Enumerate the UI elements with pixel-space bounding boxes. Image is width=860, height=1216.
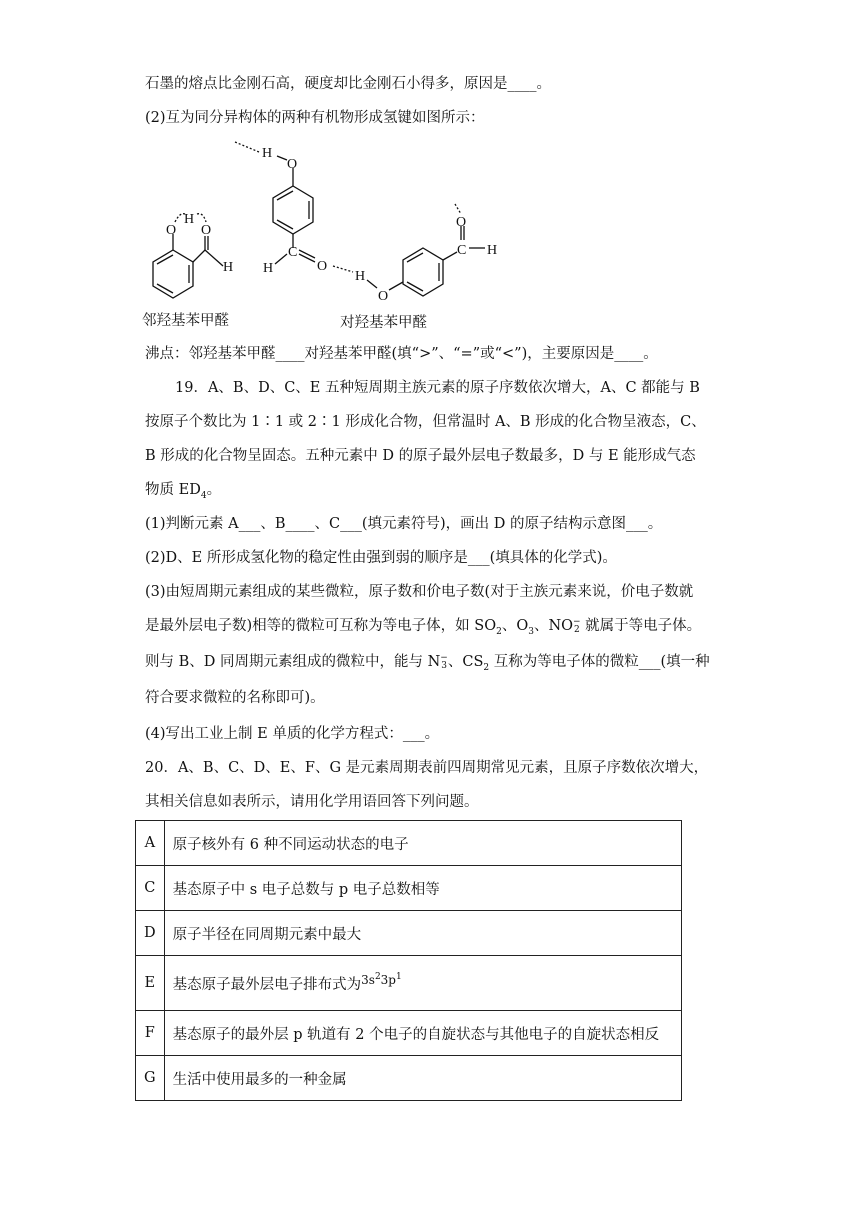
text-run: 基态原子最外层电子排布式为 [172, 976, 362, 993]
subscript: 2 [573, 625, 580, 635]
superscript: 1 [396, 971, 402, 982]
para-structure-lower [367, 204, 485, 296]
svg-text:O: O [317, 259, 328, 274]
question-19-line: 19．A、B、D、C、E 五种短周期主族元素的原子序数依次增大，A、C 都能与 B [175, 380, 700, 396]
svg-text:H: H [184, 212, 195, 227]
table-cell-value: 基态原子的最外层 p 轨道有 2 个电子的自旋状态与其他电子的自旋状态相反 [164, 1011, 681, 1056]
figure-label-para: 对羟基苯甲醛 [340, 315, 427, 331]
text-run: 物质 ED [145, 482, 201, 498]
charge-stack [573, 618, 581, 634]
text-run: 、O [501, 618, 529, 634]
table-row [136, 866, 682, 911]
table-cell-key: E [136, 956, 165, 1011]
text-line: 沸点：邻羟基苯甲醛____对羟基苯甲醛(填“>”、“=”或“<”)，主要原因是____。 [145, 346, 658, 362]
text-line: (2)互为同分异构体的两种有机物形成氢键如图所示： [145, 110, 485, 126]
table-row [136, 1056, 682, 1101]
question-19-part-3 [145, 652, 710, 678]
question-19-part-2: (2)D、E 所形成氢化物的稳定性由强到弱的顺序是___(填具体的化学式)。 [145, 550, 617, 566]
svg-text:O: O [166, 223, 177, 238]
text-line: 石墨的熔点比金刚石高，硬度却比金刚石小得多，原因是____。 [145, 76, 551, 92]
question-19-line [145, 480, 221, 506]
table-cell-value [164, 956, 681, 1011]
table-row [136, 1011, 682, 1056]
question-20-line: 其相关信息如表所示，请用化学用语回答下列问题。 [145, 794, 479, 810]
question-19-part-3: (3)由短周期元素组成的某些微粒，原子数和价电子数(对于主族元素来说，价电子数就 [145, 584, 694, 600]
subscript: 3 [441, 661, 447, 671]
table-cell-value: 生活中使用最多的一种金属 [164, 1056, 681, 1101]
table-row [136, 956, 682, 1011]
subscript: 3 [528, 626, 534, 637]
question-19-part-3: 符合要求微粒的名称即可)。 [145, 690, 325, 706]
question-19-part-4: (4)写出工业上制 E 单质的化学方程式：___。 [145, 726, 440, 742]
superscript: 2 [374, 971, 381, 982]
table-cell-value: 基态原子中 s 电子总数与 p 电子总数相等 [164, 866, 681, 911]
question-19-line: 按原子个数比为 1∶1 或 2∶1 形成化合物，但常温时 A、B 形成的化合物呈液态，C、 [145, 414, 706, 430]
svg-text:O: O [287, 157, 298, 172]
svg-text:H: H [262, 146, 273, 161]
table-cell-value: 原子半径在同周期元素中最大 [164, 911, 681, 956]
table-cell-key: C [136, 866, 165, 911]
text-run: 互称为等电子体的微粒___(填一种 [489, 654, 710, 670]
subscript: 4 [200, 490, 207, 501]
svg-text:O: O [456, 215, 467, 230]
question-19-line: B 形成的化合物呈固态。五种元素中 D 的原子最外层电子数最多，D 与 E 能形成气态 [145, 448, 696, 464]
table-cell-key: A [136, 821, 165, 866]
svg-text:C: C [288, 245, 298, 260]
table-cell-key: D [136, 911, 165, 956]
svg-text:C: C [457, 243, 467, 258]
text-run: 3s [361, 972, 375, 987]
text-run: 3p [380, 972, 396, 987]
subscript: 2 [496, 626, 502, 637]
svg-text:H: H [355, 269, 366, 284]
text-run: 、NO [533, 618, 574, 634]
text-run: 、CS [447, 654, 484, 670]
svg-text:H: H [223, 260, 234, 275]
question-19-part-1: (1)判断元素 A___、B____、C___(填元素符号)，画出 D 的原子结构示意图___。 [145, 516, 663, 532]
subscript: 2 [483, 662, 490, 673]
svg-text:H: H [263, 261, 274, 276]
svg-text:H: H [487, 243, 498, 258]
text-run: 。 [206, 482, 222, 498]
question-20-line: 20．A、B、C、D、E、F、G 是元素周期表前四周期常见元素，且原子序数依次增大， [145, 760, 709, 776]
superscript: − [440, 653, 448, 663]
svg-text:O: O [201, 223, 212, 238]
table-cell-key: G [136, 1056, 165, 1101]
table-row [136, 821, 682, 866]
electron-config [361, 973, 402, 987]
table-cell-key: F [136, 1011, 165, 1056]
question-19-part-3 [145, 616, 701, 642]
text-run: 是最外层电子数)相等的微粒可互称为等电子体，如 SO [145, 618, 497, 634]
element-info-table [135, 820, 682, 1101]
table-row [136, 911, 682, 956]
figure-label-ortho: 邻羟基苯甲醛 [142, 313, 229, 329]
text-run: 就属于等电子体。 [580, 618, 702, 634]
hydrogen-bond-figure [135, 130, 535, 340]
svg-text:O: O [378, 289, 389, 304]
text-run: 则与 B、D 同周期元素组成的微粒中，能与 N [145, 654, 441, 670]
superscript: − [573, 617, 581, 627]
table-cell-value: 原子核外有 6 种不同运动状态的电子 [164, 821, 681, 866]
charge-stack [440, 654, 448, 670]
